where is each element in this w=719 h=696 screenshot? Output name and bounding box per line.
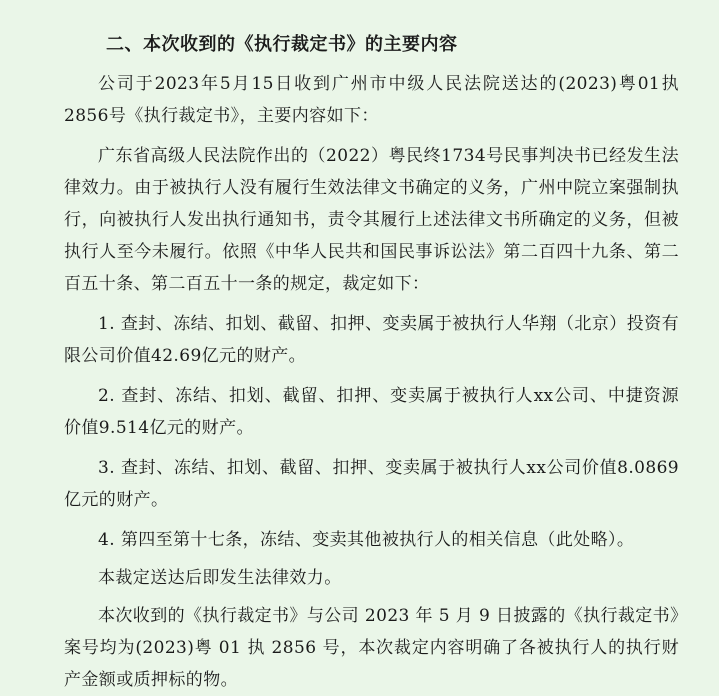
paragraph-judgment: 广东省高级人民法院作出的（2022）粤民终1734号民事判决书已经发生法律效力。由于被执行人没有履行生效法律文书确定的义务，广州中院立案强制执行，向被执行人发出执行通知书，责令其履行上述法律文书所确定的义务，但被执行人至今未履行。依照《中华人民共和国民事诉讼法》第二百四十九条、第二百五十条、第二百五十一条的规定，裁定如下：: [64, 146, 679, 294]
ruling-item-3: 3. 查封、冻结、扣划、截留、扣押、变卖属于被执行人xx公司价值8.0869亿元的财产。: [64, 458, 679, 510]
paragraph-receipt: 公司于2023年5月15日收到广州市中级人民法院送达的(2023)粤01执2856号《执行裁定书》，主要内容如下：: [64, 74, 679, 126]
paragraph-case-number: 本次收到的《执行裁定书》与公司 2023 年 5 月 9 日披露的《执行裁定书》案号均为(2023)粤 01 执 2856 号，本次裁定内容明确了各被执行人的执行财产金额或质押标的物。: [64, 606, 679, 690]
ruling-item-4: 4. 第四至第十七条，冻结、变卖其他被执行人的相关信息（此处略）。: [98, 530, 635, 550]
paragraph-effective: 本裁定送达后即发生法律效力。: [98, 568, 342, 588]
section-title: 二、本次收到的《执行裁定书》的主要内容: [106, 34, 458, 55]
ruling-item-2: 2. 查封、冻结、扣划、截留、扣押、变卖属于被执行人xx公司、中捷资源价值9.514亿元的财产。: [64, 386, 679, 438]
ruling-item-1: 1. 查封、冻结、扣划、截留、扣押、变卖属于被执行人华翔（北京）投资有限公司价值42.69亿元的财产。: [64, 314, 679, 366]
